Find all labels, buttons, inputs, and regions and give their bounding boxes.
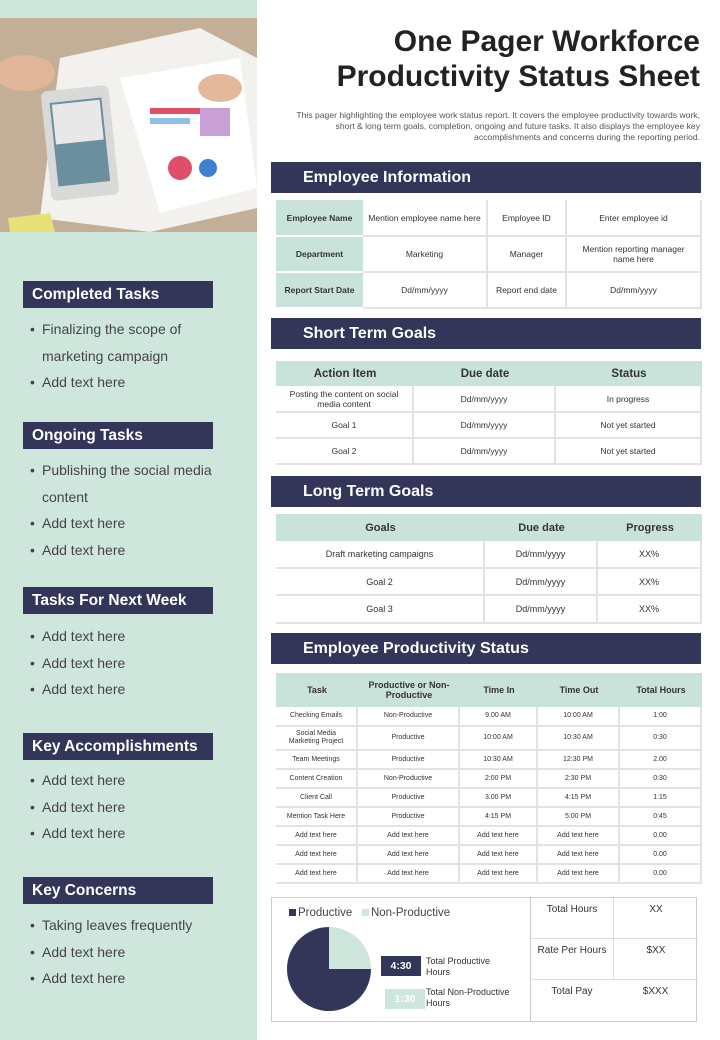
- column-header: Productive or Non-Productive: [358, 673, 460, 707]
- table-cell: Dd/mm/yyyy: [485, 541, 598, 569]
- table-cell: Add text here: [358, 865, 460, 884]
- left-panel: [0, 0, 257, 1040]
- table-cell: 5:00 PM: [538, 808, 620, 827]
- column-header: Goals: [276, 514, 485, 541]
- table-cell: 4:15 PM: [460, 808, 538, 827]
- table-row: [276, 789, 702, 808]
- table-row: [276, 846, 702, 865]
- key-concerns-list: [30, 912, 240, 992]
- employee-information-table: [276, 200, 702, 309]
- stat-label: Rate Per Hours: [537, 945, 607, 956]
- table-cell: Goal 1: [276, 413, 414, 439]
- list-item: • Add text here: [30, 794, 240, 821]
- table-cell: Add text here: [538, 865, 620, 884]
- table-cell: Add text here: [276, 846, 358, 865]
- intro-text: This pager highlighting the employee work status report. It covers the employee productivity towards work, short & long term goals, completion, ongoing and future tasks. It also displays the employee key accomplishments and concerns during the reporting period.: [296, 110, 700, 142]
- header-photo: [0, 18, 257, 232]
- productive-hours-badge: 4:30: [381, 956, 421, 976]
- table-cell: Goal 2: [276, 569, 485, 596]
- stat-value: $XX: [613, 939, 698, 980]
- pie-legend: [289, 907, 450, 919]
- table-cell: 10:30 AM: [538, 727, 620, 751]
- productivity-table-wrap: [276, 673, 702, 884]
- stat-row: [531, 939, 698, 980]
- table-cell: Add text here: [358, 827, 460, 846]
- completed-tasks-heading: Completed Tasks: [23, 281, 213, 308]
- table-header-row: [276, 673, 702, 707]
- legend-swatch-productive: [289, 909, 296, 916]
- table-cell: Social Media Marketing Project: [276, 727, 358, 751]
- table-row: [276, 237, 702, 273]
- table-cell: 10:00 AM: [460, 727, 538, 751]
- table-cell: XX%: [598, 596, 702, 624]
- non-productive-hours-label: Total Non-Productive Hours: [426, 987, 510, 1008]
- completed-tasks-list: [30, 316, 240, 396]
- table-cell: Dd/mm/yyyy: [414, 439, 556, 465]
- table-cell: Productive: [358, 751, 460, 770]
- stat-row: [531, 898, 698, 939]
- table-row: [276, 386, 702, 413]
- column-header: Time Out: [538, 673, 620, 707]
- employee-information-heading: Employee Information: [271, 162, 701, 193]
- key-accomplishments-list: [30, 767, 240, 847]
- employee-information-table-wrap: [276, 200, 702, 309]
- table-row: [276, 569, 702, 596]
- table-cell: 9.00 AM: [460, 707, 538, 727]
- table-row: [276, 413, 702, 439]
- short-term-goals-table-wrap: [276, 361, 702, 465]
- stat-label: Total Hours: [546, 904, 598, 915]
- page-title-line1: One Pager Workforce: [393, 25, 700, 58]
- table-cell: Add text here: [460, 846, 538, 865]
- table-cell: Add text here: [276, 865, 358, 884]
- table-cell: 2.00: [620, 751, 702, 770]
- table-header-row: [276, 361, 702, 386]
- productivity-summary: [271, 897, 697, 1022]
- list-item: • Add text here: [30, 965, 240, 992]
- non-productive-hours-badge: 1:30: [385, 989, 425, 1009]
- table-cell: In progress: [556, 386, 702, 413]
- page-title: [270, 24, 700, 94]
- productivity-table: [276, 673, 702, 884]
- table-cell: 0.00: [620, 846, 702, 865]
- table-cell: Dd/mm/yyyy: [414, 413, 556, 439]
- table-row: [276, 865, 702, 884]
- table-cell: Draft marketing campaigns: [276, 541, 485, 569]
- next-week-tasks-heading: Tasks For Next Week: [23, 587, 213, 614]
- table-cell: Dd/mm/yyyy: [567, 273, 702, 309]
- productivity-status-heading: Employee Productivity Status: [271, 633, 701, 664]
- stat-label: Total Pay: [551, 986, 593, 997]
- column-header: Due date: [485, 514, 598, 541]
- productivity-pie-chart: [284, 924, 374, 1014]
- legend-swatch-non-productive: [362, 909, 369, 916]
- table-cell: Non-Productive: [358, 770, 460, 789]
- table-cell: 1:15: [620, 789, 702, 808]
- table-cell: 0:45: [620, 808, 702, 827]
- table-cell: Add text here: [358, 846, 460, 865]
- table-cell: Enter employee id: [567, 200, 702, 237]
- table-cell: Dd/mm/yyyy: [363, 273, 488, 309]
- table-cell: Mention reporting manager name here: [567, 237, 702, 273]
- table-row: [276, 770, 702, 789]
- list-item: • Publishing the social media content: [30, 457, 240, 510]
- table-cell: Dd/mm/yyyy: [485, 569, 598, 596]
- table-cell: Add text here: [460, 865, 538, 884]
- table-cell: Mention Task Here: [276, 808, 358, 827]
- table-row: [276, 596, 702, 624]
- table-cell: Productive: [358, 727, 460, 751]
- stat-value: XX: [613, 898, 698, 939]
- key-accomplishments-heading: Key Accomplishments: [23, 733, 213, 760]
- next-week-tasks-list: [30, 623, 240, 703]
- table-row: [276, 727, 702, 751]
- table-row: [276, 273, 702, 309]
- table-row: [276, 808, 702, 827]
- table-cell: Not yet started: [556, 439, 702, 465]
- table-cell: 0.00: [620, 865, 702, 884]
- long-term-goals-table: [276, 514, 702, 624]
- list-item: • Finalizing the scope of marketing campaign: [30, 316, 240, 369]
- table-cell: Client Call: [276, 789, 358, 808]
- list-item: • Add text here: [30, 820, 240, 847]
- column-header: Due date: [414, 361, 556, 386]
- table-cell: Productive: [358, 808, 460, 827]
- table-cell: 12:30 PM: [538, 751, 620, 770]
- table-row: [276, 200, 702, 237]
- ongoing-tasks-list: [30, 457, 240, 563]
- list-item: • Add text here: [30, 537, 240, 564]
- table-cell: Employee Name: [276, 200, 363, 237]
- short-term-goals-table: [276, 361, 702, 465]
- table-row: [276, 541, 702, 569]
- column-header: Progress: [598, 514, 702, 541]
- table-row: [276, 827, 702, 846]
- table-row: [276, 751, 702, 770]
- table-cell: XX%: [598, 569, 702, 596]
- column-header: Status: [556, 361, 702, 386]
- table-cell: Productive: [358, 789, 460, 808]
- table-cell: Add text here: [460, 827, 538, 846]
- table-cell: Add text here: [538, 846, 620, 865]
- table-cell: 4:15 PM: [538, 789, 620, 808]
- table-cell: 10:00 AM: [538, 707, 620, 727]
- list-item: • Add text here: [30, 939, 240, 966]
- short-term-goals-heading: Short Term Goals: [271, 318, 701, 349]
- table-cell: Not yet started: [556, 413, 702, 439]
- list-item: • Add text here: [30, 510, 240, 537]
- table-cell: 2:00 PM: [460, 770, 538, 789]
- table-cell: Report end date: [488, 273, 567, 309]
- pay-stats: [530, 898, 697, 1022]
- list-item: • Add text here: [30, 650, 240, 677]
- table-row: [276, 707, 702, 727]
- workspace-photo-illustration: [0, 18, 257, 232]
- table-cell: Add text here: [276, 827, 358, 846]
- table-cell: Dd/mm/yyyy: [414, 386, 556, 413]
- column-header: Total Hours: [620, 673, 702, 707]
- legend-non-productive-label: Non-Productive: [370, 907, 451, 919]
- table-cell: Dd/mm/yyyy: [485, 596, 598, 624]
- productive-hours-label: Total Productive Hours: [426, 956, 491, 977]
- table-cell: 3.00 PM: [460, 789, 538, 808]
- table-header-row: [276, 514, 702, 541]
- legend-productive-label: Productive: [298, 907, 353, 919]
- key-concerns-heading: Key Concerns: [23, 877, 213, 904]
- stat-row: [531, 980, 698, 1022]
- table-cell: Marketing: [363, 237, 488, 273]
- table-cell: Department: [276, 237, 363, 273]
- list-item: • Taking leaves frequently: [30, 912, 240, 939]
- list-item: • Add text here: [30, 369, 240, 396]
- stat-value: $XXX: [642, 986, 669, 997]
- table-cell: 0:30: [620, 770, 702, 789]
- list-item: • Add text here: [30, 623, 240, 650]
- column-header: Action Item: [276, 361, 414, 386]
- column-header: Time In: [460, 673, 538, 707]
- list-item: • Add text here: [30, 767, 240, 794]
- table-cell: Employee ID: [488, 200, 567, 237]
- list-item: • Add text here: [30, 676, 240, 703]
- table-cell: XX%: [598, 541, 702, 569]
- table-cell: Posting the content on social media content: [276, 386, 414, 413]
- long-term-goals-table-wrap: [276, 514, 702, 624]
- table-cell: 0:30: [620, 727, 702, 751]
- table-cell: Content Creation: [276, 770, 358, 789]
- table-cell: Report Start Date: [276, 273, 363, 309]
- table-cell: 2:30 PM: [538, 770, 620, 789]
- table-cell: 10:30 AM: [460, 751, 538, 770]
- table-cell: Goal 3: [276, 596, 485, 624]
- column-header: Task: [276, 673, 358, 707]
- ongoing-tasks-heading: Ongoing Tasks: [23, 422, 213, 449]
- table-cell: Checking Emails: [276, 707, 358, 727]
- table-cell: 1:00: [620, 707, 702, 727]
- table-cell: Team Meetings: [276, 751, 358, 770]
- table-cell: Goal 2: [276, 439, 414, 465]
- page-title-line2: Productivity Status Sheet: [336, 60, 700, 93]
- table-cell: Mention employee name here: [363, 200, 488, 237]
- table-row: [276, 439, 702, 465]
- table-cell: Add text here: [538, 827, 620, 846]
- table-cell: 0.00: [620, 827, 702, 846]
- long-term-goals-heading: Long Term Goals: [271, 476, 701, 507]
- table-cell: Manager: [488, 237, 567, 273]
- table-cell: Non-Productive: [358, 707, 460, 727]
